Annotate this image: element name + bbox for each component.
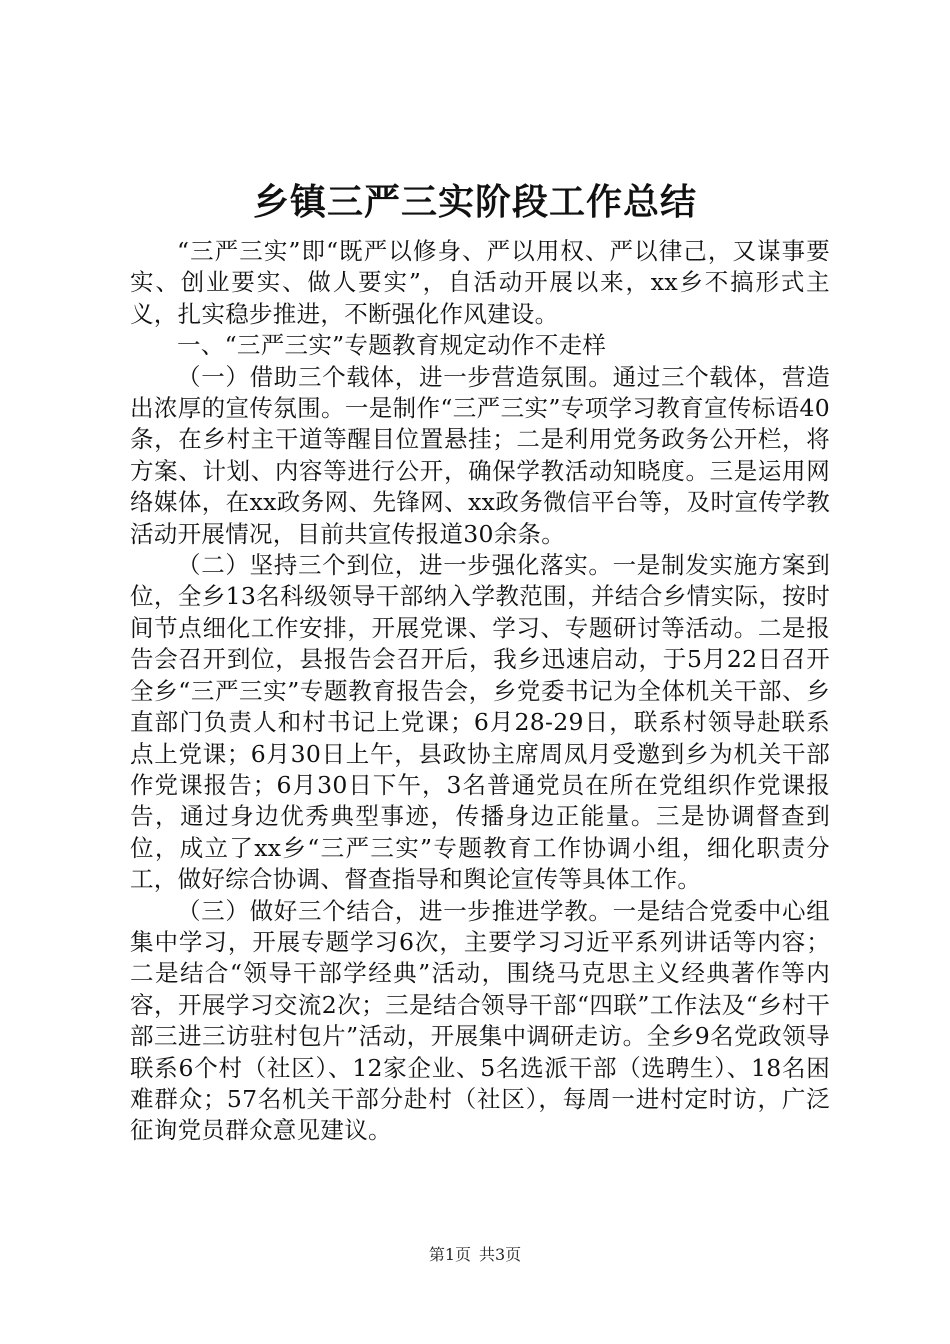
paragraph-carriers: （一）借助三个载体，进一步营造氛围。通过三个载体，营造出浓厚的宣传氛围。一是制作“三严三实”专项学习教育宣传标语40条，在乡村主干道等醒目位置悬挂；二是利用党务政务公开栏，将方案、计划、内容等进行公开，确保学教活动知晓度。三是运用网络媒体，在xx政务网、先锋网、xx政务微信平台等，及时宣传学教活动开展情况，目前共宣传报道30余条。 bbox=[130, 362, 830, 548]
page-total: 共3页 bbox=[479, 1245, 522, 1264]
paragraph-intro: “三严三实”即“既严以修身、严以用权、严以律己，又谋事要实、创业要实、做人要实”，自活动开展以来，xx乡不搞形式主义，扎实稳步推进，不断强化作风建设。 bbox=[130, 237, 830, 328]
document-body bbox=[130, 236, 830, 1147]
section-heading-1: 一、“三严三实”专题教育规定动作不走样 bbox=[177, 331, 607, 360]
page-footer bbox=[0, 1244, 950, 1266]
paragraph-combination: （三）做好三个结合，进一步推进学教。一是结合党委中心组集中学习，开展专题学习6次，主要学习习近平系列讲话等内容；二是结合“领导干部学经典”活动，围绕马克思主义经典著作等内容，开展学习交流2次；三是结合领导干部“四联”工作法及“乡村干部三进三访驻村包片”活动，开展集中调研走访。全乡9名党政领导联系6个村（社区）、12家企业、5名选派干部（选聘生）、18名困难群众；57名机关干部分赴村（社区），每周一进村定时访，广泛征询党员群众意见建议。 bbox=[130, 896, 830, 1145]
paragraph-in-place: （二）坚持三个到位，进一步强化落实。一是制发实施方案到位，全乡13名科级领导干部纳入学教范围，并结合乡情实际，按时间节点细化工作安排，开展党课、学习、专题研讨等活动。二是报告会召开到位，县报告会召开后，我乡迅速启动，于5月22日召开全乡“三严三实”专题教育报告会，乡党委书记为全体机关干部、乡直部门负责人和村书记上党课；6月28-29日，联系村领导赴联系点上党课；6月30日上午，县政协主席周凤月受邀到乡为机关干部作党课报告；6月30日下午，3名普通党员在所在党组织作党课报告，通过身边优秀典型事迹，传播身边正能量。三是协调督查到位，成立了xx乡“三严三实”专题教育工作协调小组，细化职责分工，做好综合协调、督查指导和舆论宣传等具体工作。 bbox=[130, 551, 830, 894]
document-title: 乡镇三严三实阶段工作总结 bbox=[252, 181, 697, 223]
page-number: 第1页 bbox=[428, 1245, 471, 1264]
